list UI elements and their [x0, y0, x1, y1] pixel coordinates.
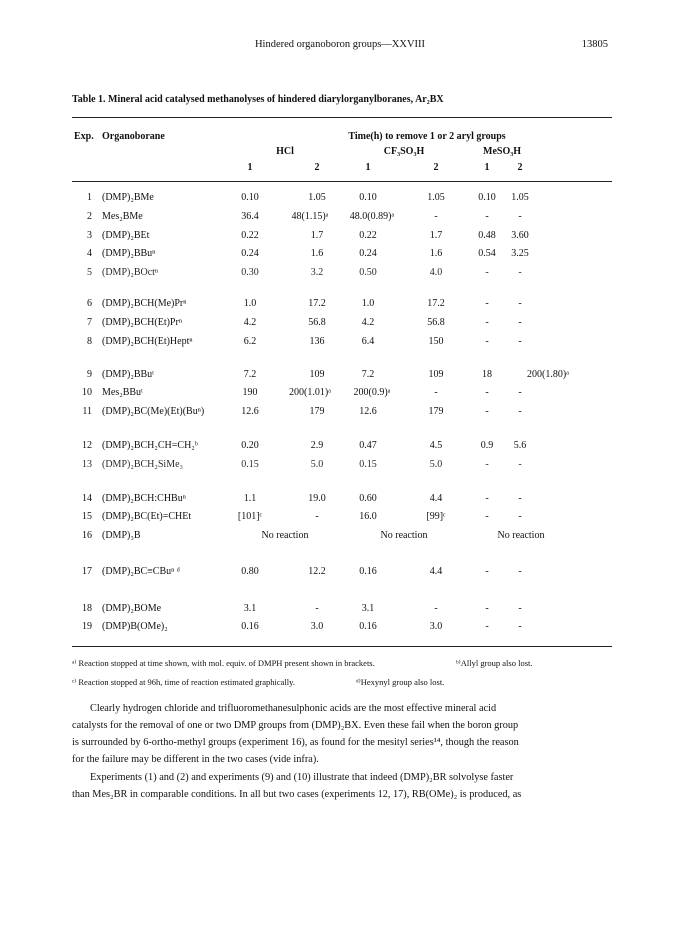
acid-header-cf3so3h: CF₃SO₃H	[383, 146, 425, 157]
cell-value: 190	[242, 387, 258, 398]
cell-value: 0.47	[359, 440, 377, 451]
cell-value: 3.0	[310, 621, 324, 632]
acid-header-meso3h: MeSO₃H	[483, 146, 521, 157]
cell-value: -	[518, 298, 522, 309]
cell-value: 0.60	[359, 493, 377, 504]
cell-exp: 14	[82, 493, 92, 504]
cell-value: 17.2	[427, 298, 445, 309]
cell-value: -	[315, 511, 319, 522]
cell-exp: 19	[82, 621, 92, 632]
cell-no-reaction: No reaction	[261, 530, 309, 541]
cell-value: -	[518, 317, 522, 328]
cell-value: 2.9	[310, 440, 324, 451]
table-row	[0, 211, 680, 225]
cell-value: -	[434, 211, 438, 222]
cell-value: -	[518, 267, 522, 278]
cell-value: -	[518, 406, 522, 417]
cell-value: 136	[309, 336, 325, 347]
cell-value: 179	[428, 406, 444, 417]
cell-value: 3.1	[243, 603, 257, 614]
cell-value: 16.0	[359, 511, 377, 522]
cell-value: 0.10	[241, 192, 259, 203]
cell-organoborane: (DMP)₃B	[102, 530, 141, 541]
table-row	[0, 621, 680, 635]
cell-value: 1.7	[310, 230, 324, 241]
col-time-header: Time(h) to remove 1 or 2 aryl groups	[348, 131, 506, 142]
cell-exp: 5	[87, 267, 92, 278]
cell-value: 1.1	[243, 493, 257, 504]
cell-value: 4.0	[429, 267, 443, 278]
cell-value: 3.0	[429, 621, 443, 632]
cell-value: 0.50	[359, 267, 377, 278]
cell-value: -	[485, 566, 489, 577]
cell-value: 3.60	[511, 230, 529, 241]
table-row	[0, 459, 680, 473]
cell-value: 0.22	[359, 230, 377, 241]
cell-value: -	[518, 211, 522, 222]
cell-value: -	[485, 511, 489, 522]
cell-value: 0.16	[241, 621, 259, 632]
cell-value: -	[485, 459, 489, 470]
cell-organoborane: (DMP)₂BC(Et)=CHEt	[102, 511, 192, 522]
cell-value: 0.15	[359, 459, 377, 470]
cell-value: 1.05	[427, 192, 445, 203]
cell-value: 109	[309, 369, 325, 380]
cell-value: 200(1.80)ᵃ	[527, 369, 569, 380]
table-caption: Table 1. Mineral acid catalysed methanolyses of hindered diarylorganylboranes, Ar₂BX	[72, 94, 444, 105]
cell-value: 6.4	[361, 336, 375, 347]
cell-organoborane: (DMP)₂BC(Me)(Et)(Buⁿ)	[102, 406, 205, 417]
table-row	[0, 406, 680, 420]
sub-header: 2	[314, 162, 320, 173]
cell-value: 19.0	[308, 493, 326, 504]
cell-value: 56.8	[308, 317, 326, 328]
cell-organoborane: (DMP)₂BCH₂SiMe₃	[102, 459, 184, 470]
cell-organoborane: (DMP)₂BOctⁿ	[102, 267, 159, 278]
cell-value: -	[485, 603, 489, 614]
table-row	[0, 298, 680, 312]
cell-value: 0.10	[478, 192, 496, 203]
cell-value: -	[518, 603, 522, 614]
cell-organoborane: (DMP)₂BCH:CHBuⁿ	[102, 493, 186, 504]
cell-value: -	[518, 511, 522, 522]
cell-value: 200(0.9)ᵃ	[353, 387, 391, 398]
cell-value: [101]ᶜ	[237, 511, 263, 522]
footnote-c: ᶜ⁾ Reaction stopped at 96h, time of reaction estimated graphically.	[72, 677, 295, 687]
cell-value: 4.4	[429, 493, 443, 504]
cell-value: -	[518, 459, 522, 470]
cell-value: 200(1.01)ᵃ	[289, 387, 331, 398]
cell-value: 0.15	[241, 459, 259, 470]
table-row	[0, 267, 680, 281]
cell-value: 109	[428, 369, 444, 380]
page-number: 13805	[581, 39, 608, 50]
cell-value: 1.0	[243, 298, 257, 309]
cell-exp: 16	[82, 530, 92, 541]
cell-exp: 17	[82, 566, 92, 577]
cell-value: -	[485, 387, 489, 398]
footnote-d: ᵈ⁾Hexynyl group also lost.	[356, 677, 445, 687]
cell-value: 4.4	[429, 566, 443, 577]
cell-exp: 2	[87, 211, 92, 222]
cell-value: -	[485, 336, 489, 347]
table-row	[0, 530, 680, 544]
sub-header: 2	[517, 162, 523, 173]
table-row	[0, 369, 680, 383]
cell-value: 1.6	[310, 248, 324, 259]
cell-value: 18	[482, 369, 492, 380]
cell-value: 4.2	[361, 317, 375, 328]
footnote-line	[72, 677, 612, 689]
cell-value: 3.25	[511, 248, 529, 259]
running-title: Hindered organoboron groups—XXVIII	[254, 39, 426, 50]
cell-organoborane: (DMP)₂BEt	[102, 230, 150, 241]
cell-exp: 10	[82, 387, 92, 398]
table-row	[0, 440, 680, 454]
cell-value: -	[485, 298, 489, 309]
cell-value: 17.2	[308, 298, 326, 309]
col-exp-header: Exp.	[74, 131, 94, 142]
cell-exp: 12	[82, 440, 92, 451]
cell-value: -	[485, 493, 489, 504]
footnote-b: ᵇ⁾Allyl group also lost.	[456, 658, 533, 668]
table-row	[0, 248, 680, 262]
cell-value: 6.2	[243, 336, 257, 347]
table-row	[0, 603, 680, 617]
footnote-a: ᵃ⁾ Reaction stopped at time shown, with mol. equiv. of DMPH present shown in brackets.	[72, 658, 375, 668]
cell-value: -	[518, 336, 522, 347]
footnote-line	[72, 658, 612, 670]
body-paragraph-line: Experiments (1) and (2) and experiments (9) and (10) illustrate that indeed (DMP)₂BR solvolyse faster	[90, 772, 514, 783]
cell-value: -	[485, 406, 489, 417]
cell-organoborane: (DMP)₂BCH(Et)Prⁿ	[102, 317, 182, 328]
cell-organoborane: (DMP)₂BBuᵗ	[102, 369, 155, 380]
cell-exp: 13	[82, 459, 92, 470]
cell-exp: 7	[87, 317, 92, 328]
cell-value: 3.1	[361, 603, 375, 614]
cell-value: 3.2	[310, 267, 324, 278]
cell-value: 56.8	[427, 317, 445, 328]
table-row	[0, 493, 680, 507]
body-paragraph-line: catalysts for the removal of one or two DMP groups from (DMP)₂BX. Even these fail when the boron group	[72, 720, 519, 731]
cell-exp: 18	[82, 603, 92, 614]
cell-value: 0.80	[241, 566, 259, 577]
cell-exp: 4	[87, 248, 92, 259]
cell-exp: 15	[82, 511, 92, 522]
cell-value: 0.24	[359, 248, 377, 259]
cell-value: 5.0	[429, 459, 443, 470]
sub-header: 1	[247, 162, 253, 173]
cell-value: -	[485, 317, 489, 328]
cell-value: 12.2	[308, 566, 326, 577]
cell-value: 4.5	[429, 440, 443, 451]
cell-organoborane: (DMP)₂BC≡CBuⁿ ᵈ	[102, 566, 180, 577]
cell-value: 12.6	[359, 406, 377, 417]
cell-value: -	[315, 603, 319, 614]
table-row	[0, 230, 680, 244]
cell-no-reaction: No reaction	[380, 530, 428, 541]
cell-organoborane: (DMP)₂BBuⁿ	[102, 248, 156, 259]
table-top-rule	[72, 117, 612, 118]
cell-organoborane: (DMP)₂BOMe	[102, 603, 162, 614]
cell-value: -	[518, 566, 522, 577]
table-bottom-rule	[72, 646, 612, 647]
cell-value: -	[485, 621, 489, 632]
cell-value: 12.6	[241, 406, 259, 417]
body-paragraph-line: than Mes₂BR in comparable conditions. In all but two cases (experiments 12, 17), RB(OMe)₂ is produced, as	[72, 789, 522, 800]
cell-value: 0.24	[241, 248, 259, 259]
cell-value: 0.20	[241, 440, 259, 451]
cell-value: 150	[428, 336, 444, 347]
table-row	[0, 336, 680, 350]
cell-organoborane: (DMP)₂BCH₂CH=CH₂ᵇ	[102, 440, 198, 451]
cell-value: 0.30	[241, 267, 259, 278]
cell-exp: 1	[87, 192, 92, 203]
cell-value: 1.05	[308, 192, 326, 203]
sub-header: 1	[484, 162, 490, 173]
cell-organoborane: (DMP)₂BCH(Et)Heptⁿ	[102, 336, 193, 347]
cell-organoborane: (DMP)₂BMe	[102, 192, 154, 203]
cell-exp: 9	[87, 369, 92, 380]
cell-value: -	[434, 603, 438, 614]
acid-header-hcl: HCl	[276, 146, 294, 157]
cell-value: 0.10	[359, 192, 377, 203]
cell-value: [99]ᶜ	[426, 511, 446, 522]
cell-value: 0.22	[241, 230, 259, 241]
cell-value: 48(1.15)ᵃ	[291, 211, 329, 222]
cell-exp: 11	[82, 406, 92, 417]
table-row	[0, 566, 680, 580]
cell-organoborane: (DMP)B(OMe)₂	[102, 621, 168, 632]
cell-no-reaction: No reaction	[497, 530, 545, 541]
cell-value: 1.6	[429, 248, 443, 259]
cell-value: -	[434, 387, 438, 398]
cell-value: 36.4	[241, 211, 259, 222]
cell-organoborane: Mes₂BMe	[102, 211, 143, 222]
table-header-rule	[72, 181, 612, 182]
cell-value: -	[518, 387, 522, 398]
cell-value: 1.05	[511, 192, 529, 203]
sub-header: 1	[365, 162, 371, 173]
cell-value: 5.6	[513, 440, 527, 451]
table-row	[0, 511, 680, 525]
sub-header: 2	[433, 162, 439, 173]
cell-value: -	[485, 267, 489, 278]
col-organoborane-header: Organoborane	[102, 131, 165, 142]
table-row	[0, 387, 680, 401]
cell-value: 7.2	[243, 369, 257, 380]
cell-value: 0.54	[478, 248, 496, 259]
cell-value: -	[518, 621, 522, 632]
cell-exp: 8	[87, 336, 92, 347]
table-row	[0, 192, 680, 206]
body-paragraph-line: Clearly hydrogen chloride and trifluoromethanesulphonic acids are the most effective mineral acid	[90, 703, 497, 714]
cell-value: 0.16	[359, 566, 377, 577]
cell-value: 0.16	[359, 621, 377, 632]
cell-organoborane: Mes₂BBuᵗ	[102, 387, 143, 398]
cell-value: 0.48	[478, 230, 496, 241]
cell-exp: 6	[87, 298, 92, 309]
body-paragraph-line: is surrounded by 6-ortho-methyl groups (experiment 16), as found for the mesityl series¹⁴, though the reason	[72, 737, 519, 748]
cell-value: 0.9	[480, 440, 494, 451]
cell-value: 48.0(0.89)ᵃ	[349, 211, 395, 222]
cell-organoborane: (DMP)₂BCH(Me)Prⁿ	[102, 298, 187, 309]
cell-value: 1.7	[429, 230, 443, 241]
cell-value: 179	[309, 406, 325, 417]
cell-value: 4.2	[243, 317, 257, 328]
cell-value: 5.0	[310, 459, 324, 470]
cell-value: 7.2	[361, 369, 375, 380]
table-row	[0, 317, 680, 331]
cell-value: -	[518, 493, 522, 504]
cell-value: -	[485, 211, 489, 222]
body-paragraph-line: for the failure may be different in the two cases (vide infra).	[72, 754, 319, 765]
cell-value: 1.0	[361, 298, 375, 309]
cell-exp: 3	[87, 230, 92, 241]
